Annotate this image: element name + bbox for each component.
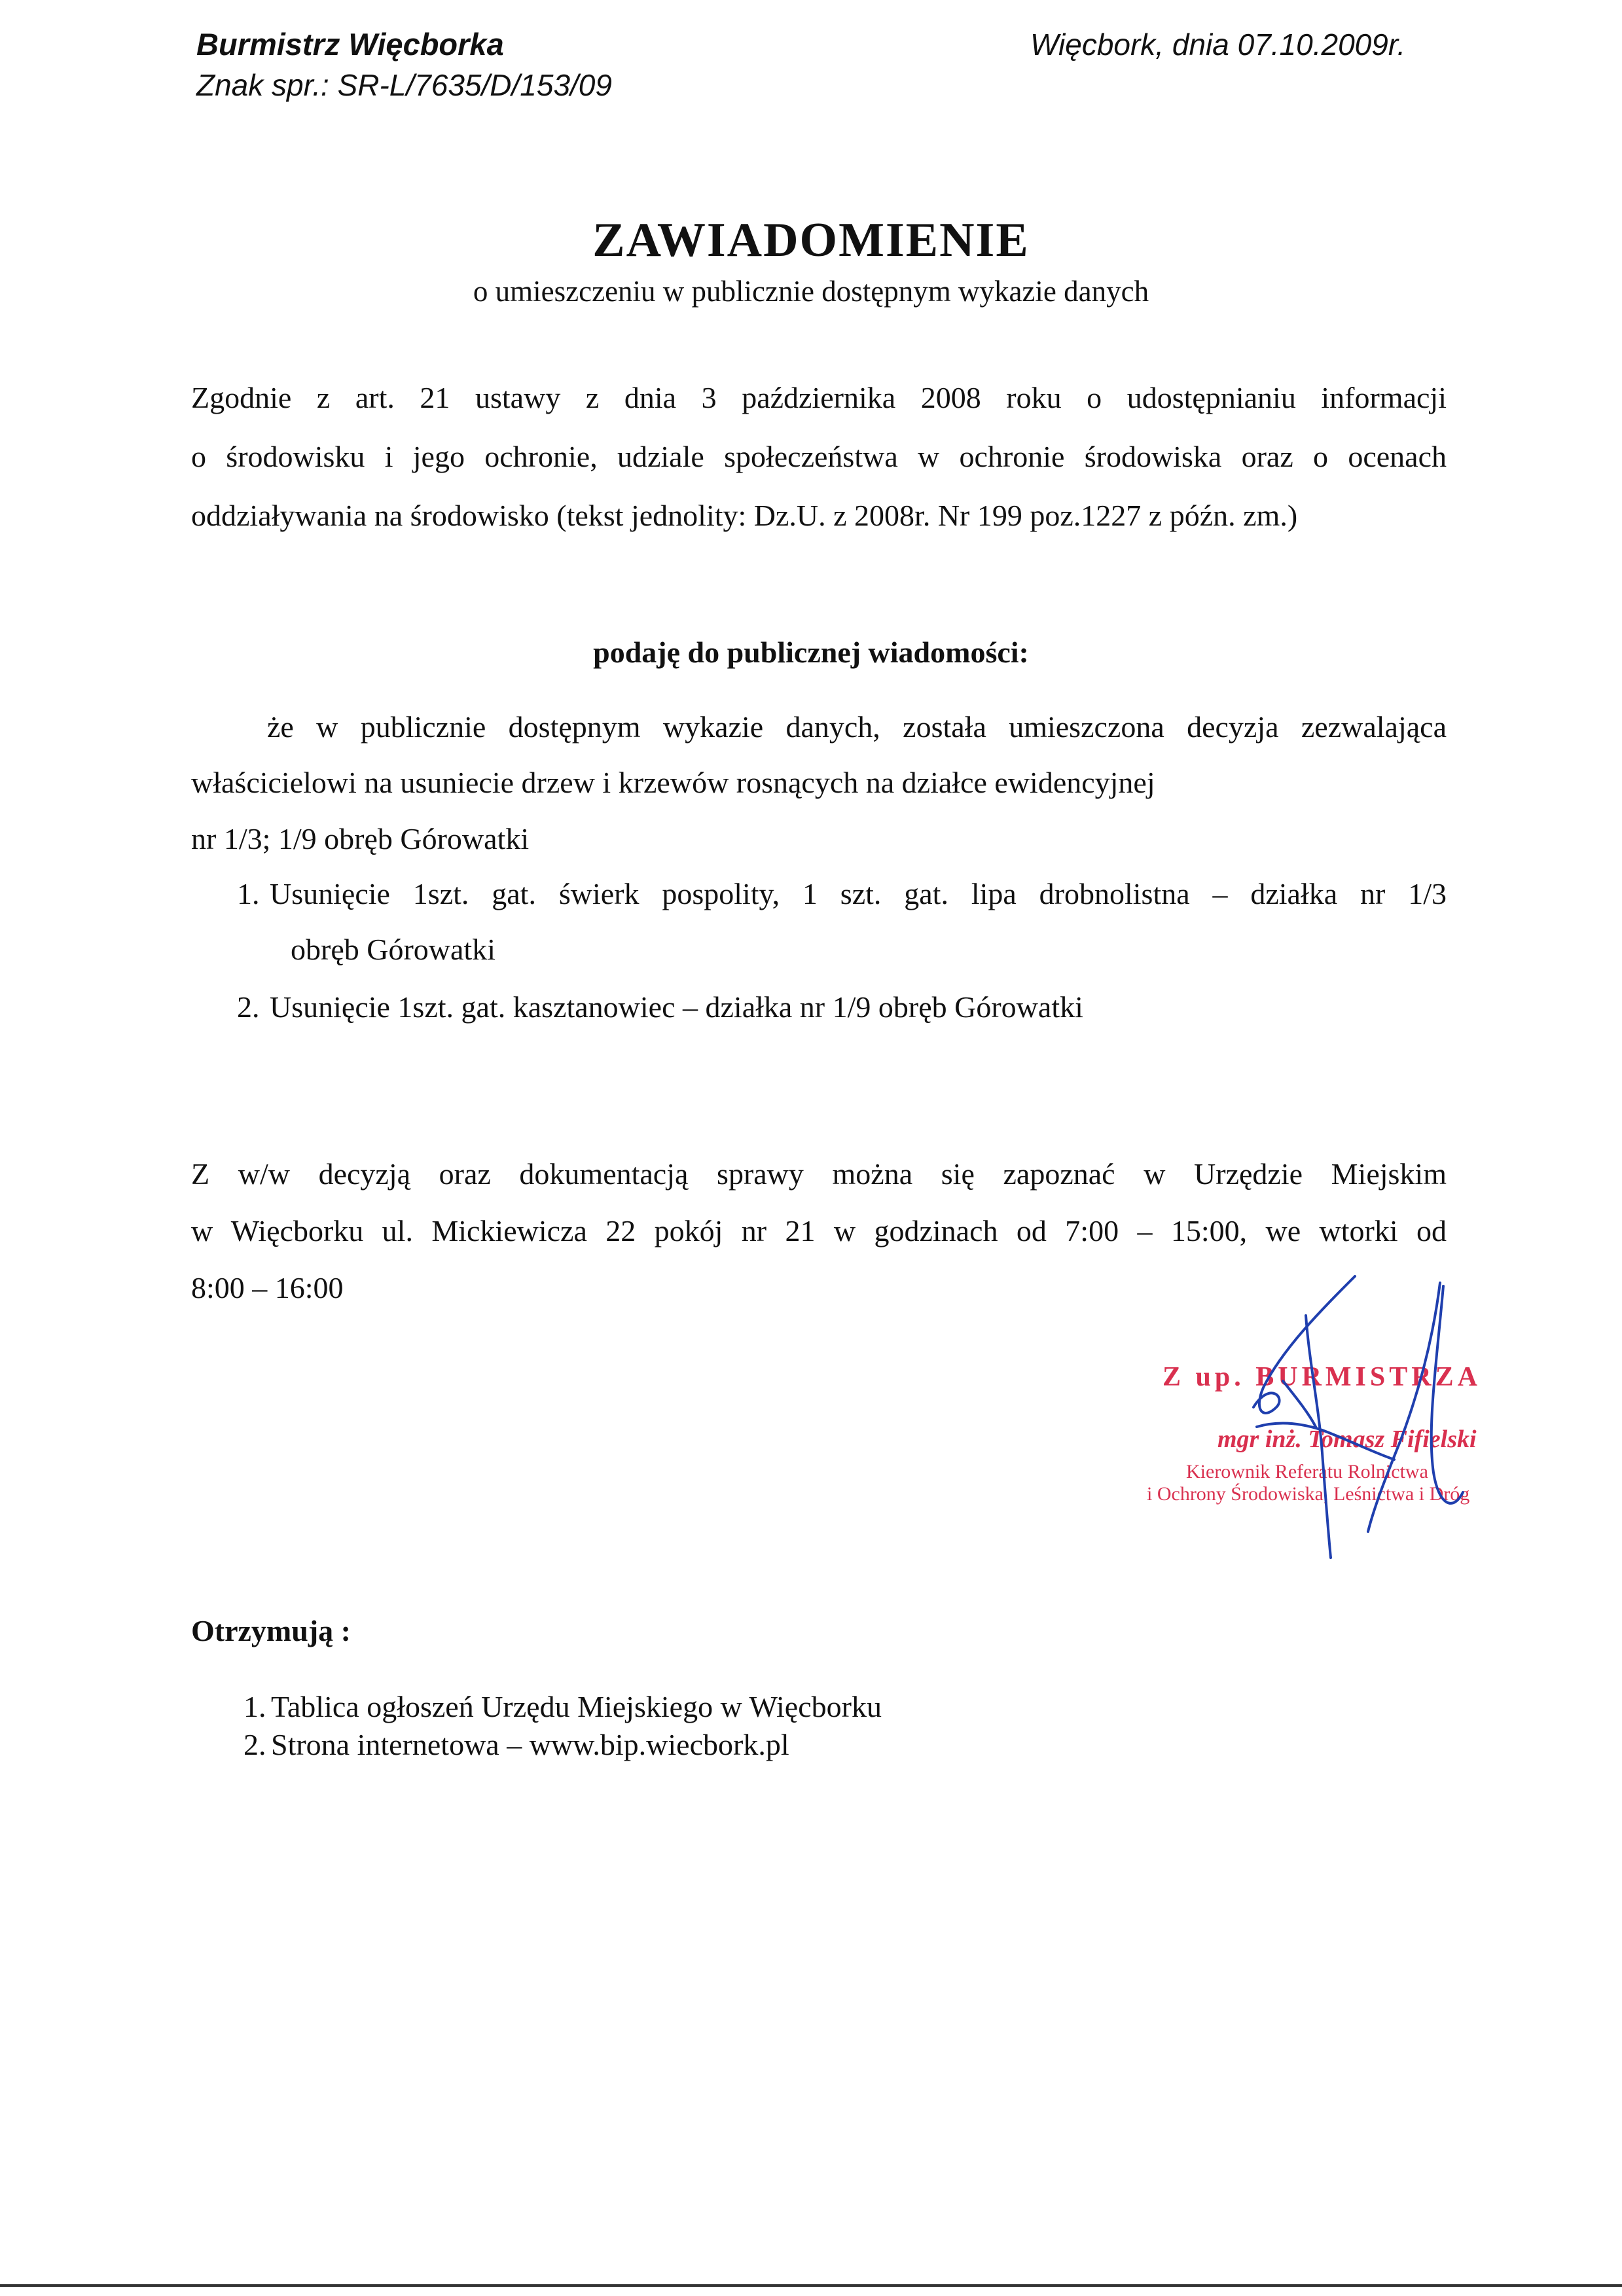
announcement-heading: podaję do publicznej wiadomości: [593,636,1029,669]
recipient-number: 1. [243,1690,266,1723]
stamp-line-2: mgr inż. Tomasz Fifielski [1217,1426,1477,1453]
issuing-authority: Burmistrz Więcborka [196,27,504,62]
place-and-date: Więcbork, dnia 07.10.2009r. [1030,27,1406,62]
item-1-line-2: obręb Górowatki [291,933,496,966]
recipients-heading: Otrzymują : [191,1614,351,1647]
intro-line-2: o środowisku i jego ochronie, udziale społeczeństwa w ochronie środowiska oraz o ocenach [191,440,1447,473]
stamp-line-4: i Ochrony Środowiska, Leśnictwa i Dróg [1147,1483,1470,1505]
handwritten-signature [1113,1257,1571,1597]
item-number: 2. [237,990,260,1024]
info-line-2: w Więcborku ul. Mickiewicza 22 pokój nr 21 w godzinach od 7:00 – 15:00, we wtorki od [191,1214,1447,1247]
stamp-line-1: Z up. BURMISTRZA [1162,1362,1481,1392]
recipient-item: Strona internetowa – www.bip.wiecbork.pl [271,1728,789,1761]
intro-line-1: Zgodnie z art. 21 ustawy z dnia 3 października 2008 roku o udostępnianiu informacji [191,381,1447,414]
decision-line-1: że w publicznie dostępnym wykazie danych, została umieszczona decyzja zezwalająca [267,710,1447,744]
decision-line-2: właścicielowi na usuniecie drzew i krzewów rosnących na działce ewidencyjnej [191,766,1155,799]
info-line-3: 8:00 – 16:00 [191,1271,344,1304]
case-reference: Znak spr.: SR-L/7635/D/153/09 [196,68,612,102]
document-title: ZAWIADOMIENIE [592,213,1030,267]
item-1-line-1: Usunięcie 1szt. gat. świerk pospolity, 1 szt. gat. lipa drobnolistna – działka nr 1/3 [270,877,1447,910]
decision-line-3: nr 1/3; 1/9 obręb Górowatki [191,822,530,855]
recipient-number: 2. [243,1728,266,1761]
recipient-item: Tablica ogłoszeń Urzędu Miejskiego w Więcborku [271,1690,882,1723]
item-number: 1. [237,877,260,910]
scan-edge-line [0,2284,1622,2287]
info-line-1: Z w/w decyzją oraz dokumentacją sprawy można się zapoznać w Urzędzie Miejskim [191,1157,1447,1191]
document-subtitle: o umieszczeniu w publicznie dostępnym wykazie danych [473,275,1149,308]
intro-line-3: oddziaływania na środowisko (tekst jednolity: Dz.U. z 2008r. Nr 199 poz.1227 z późn. zm.) [191,499,1298,532]
stamp-line-3: Kierownik Referatu Rolnictwa [1186,1461,1428,1482]
item-2-line-1: Usunięcie 1szt. gat. kasztanowiec – działka nr 1/9 obręb Górowatki [270,990,1083,1024]
